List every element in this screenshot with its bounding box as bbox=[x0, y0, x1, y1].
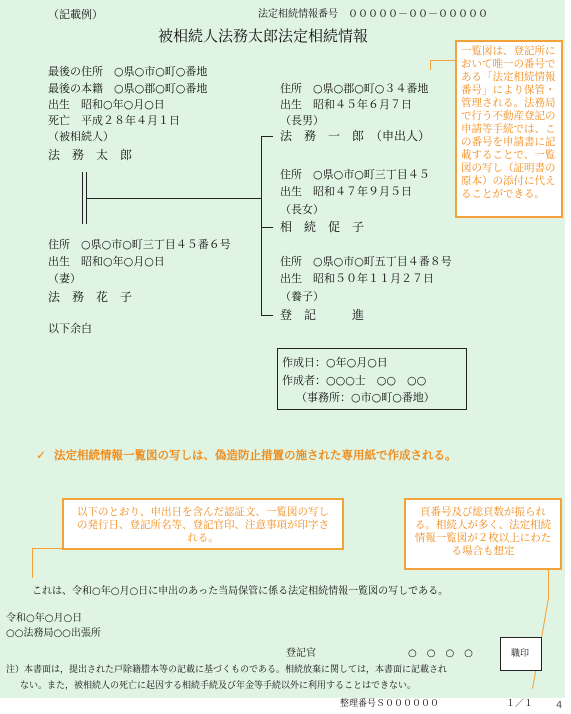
heir-3-name: 登 記 進 bbox=[280, 308, 365, 322]
issuing-office: ○○法務局○○出張所 bbox=[6, 628, 101, 639]
child-3-connector bbox=[261, 315, 273, 316]
creator-date: 作成日：○年○月○日 bbox=[282, 356, 388, 369]
official-seal-label: 職印 bbox=[511, 649, 530, 659]
page-number: 4 bbox=[556, 700, 563, 711]
callout-leader-left-h bbox=[32, 548, 63, 549]
heir-2-birth: 出生 昭和４７年９月５日 bbox=[280, 185, 412, 198]
issue-date: 令和○年○月○日 bbox=[6, 613, 83, 624]
deceased-domicile: 最後の本籍 ○県○郡○町○番地 bbox=[48, 82, 208, 95]
document-title: 被相続人法務太郎法定相続情報 bbox=[158, 27, 369, 45]
certification-statement: これは、令和○年○月○日に申出のあった当局保管に係る法定相続情報一覧図の写しである。 bbox=[32, 586, 449, 597]
check-icon: ✓ bbox=[36, 448, 47, 462]
deceased-address: 最後の住所 ○県○市○町○番地 bbox=[48, 65, 208, 78]
notice-line-1: 注）本書面は，提出された戸除籍謄本等の記載に基づくものである。相続放棄に関しては，本書面に記載され bbox=[6, 665, 448, 675]
deceased-death: 死亡 平成２８年４月１日 bbox=[48, 114, 180, 127]
callout-leader-right-v1 bbox=[548, 570, 549, 598]
heir-1-birth: 出生 昭和４５年６月７日 bbox=[280, 98, 412, 111]
heir-1-role: （長男） bbox=[280, 114, 324, 127]
callout-leader-left-v bbox=[32, 548, 33, 578]
page-indicator: １／１ bbox=[506, 699, 534, 709]
child-1-connector bbox=[261, 136, 273, 137]
descendant-connector bbox=[87, 198, 262, 199]
example-label: （記載例） bbox=[48, 8, 103, 21]
heir-2-name: 相 続 促 子 bbox=[280, 220, 365, 234]
callout-certificate-number: 一覧図は、登記所において唯一の番号である「法定相続情報番号」により保管・管理される。法務局で行う不動産登記の申請等手続では、この番号を申請書に記載することで、一覧図の写し（証明書の原本）の添付に代えることができる。 bbox=[455, 40, 563, 218]
serial-number: 整理番号Ｓ００００００ bbox=[340, 699, 440, 709]
registrar-label: 登記官 bbox=[286, 648, 316, 659]
creator-name: 作成者：○○○士 ○○ ○○ bbox=[282, 374, 427, 387]
deceased-birth: 出生 昭和○年○月○日 bbox=[48, 98, 165, 111]
heir-3-address: 住所 ○県○市○町五丁目４番８号 bbox=[280, 255, 452, 268]
children-branch-line bbox=[261, 136, 262, 316]
spouse-role: （妻） bbox=[48, 272, 81, 285]
notice-line-2: ない。また，被相続人の死亡に起因する相続手続及び年金等手続以外に利用することはできない。 bbox=[20, 681, 417, 691]
creator-office: （事務所：○市○町○番地） bbox=[296, 391, 435, 404]
registrar-name: ○ ○ ○ ○ bbox=[408, 648, 473, 659]
callout-page-count: 頁番号及び総頁数が振られる。相続人が多く、法定相続情報一覧図が２枚以上にわたる場合も想定 bbox=[404, 498, 562, 570]
certificate-number: 法定相続情報番号 ０００００－００－０００００ bbox=[258, 9, 488, 20]
heir-1-name: 法 務 一 郎 （申出人） bbox=[280, 129, 431, 143]
deceased-role: （被相続人） bbox=[48, 130, 114, 143]
deceased-name: 法 務 太 郎 bbox=[48, 148, 133, 162]
heir-1-address: 住所 ○県○郡○町○３４番地 bbox=[280, 82, 429, 95]
callout-leader-top bbox=[430, 60, 431, 70]
heir-2-address: 住所 ○県○市○町三丁目４５ bbox=[280, 168, 430, 181]
remainder-blank: 以下余白 bbox=[48, 322, 92, 335]
heir-3-role: （養子） bbox=[280, 290, 324, 303]
special-paper-banner: 法定相続情報一覧図の写しは、偽造防止措置の施された専用紙で作成される。 bbox=[54, 448, 457, 462]
spouse-birth: 出生 昭和○年○月○日 bbox=[48, 255, 165, 268]
heir-2-role: （長女） bbox=[280, 203, 324, 216]
callout-leader-top-h bbox=[430, 60, 456, 61]
heir-3-birth: 出生 昭和５０年１１月２７日 bbox=[280, 272, 434, 285]
spouse-address: 住所 ○県○市○町三丁目４５番６号 bbox=[48, 238, 231, 251]
marriage-line-left bbox=[82, 172, 83, 224]
spouse-name: 法 務 花 子 bbox=[48, 290, 133, 304]
callout-certification-text: 以下のとおり、申出日を含んだ認証文、一覧図の写しの発行日、登記所名等、登記官印、注意事項が印字される。 bbox=[62, 498, 344, 550]
child-2-connector bbox=[261, 227, 273, 228]
